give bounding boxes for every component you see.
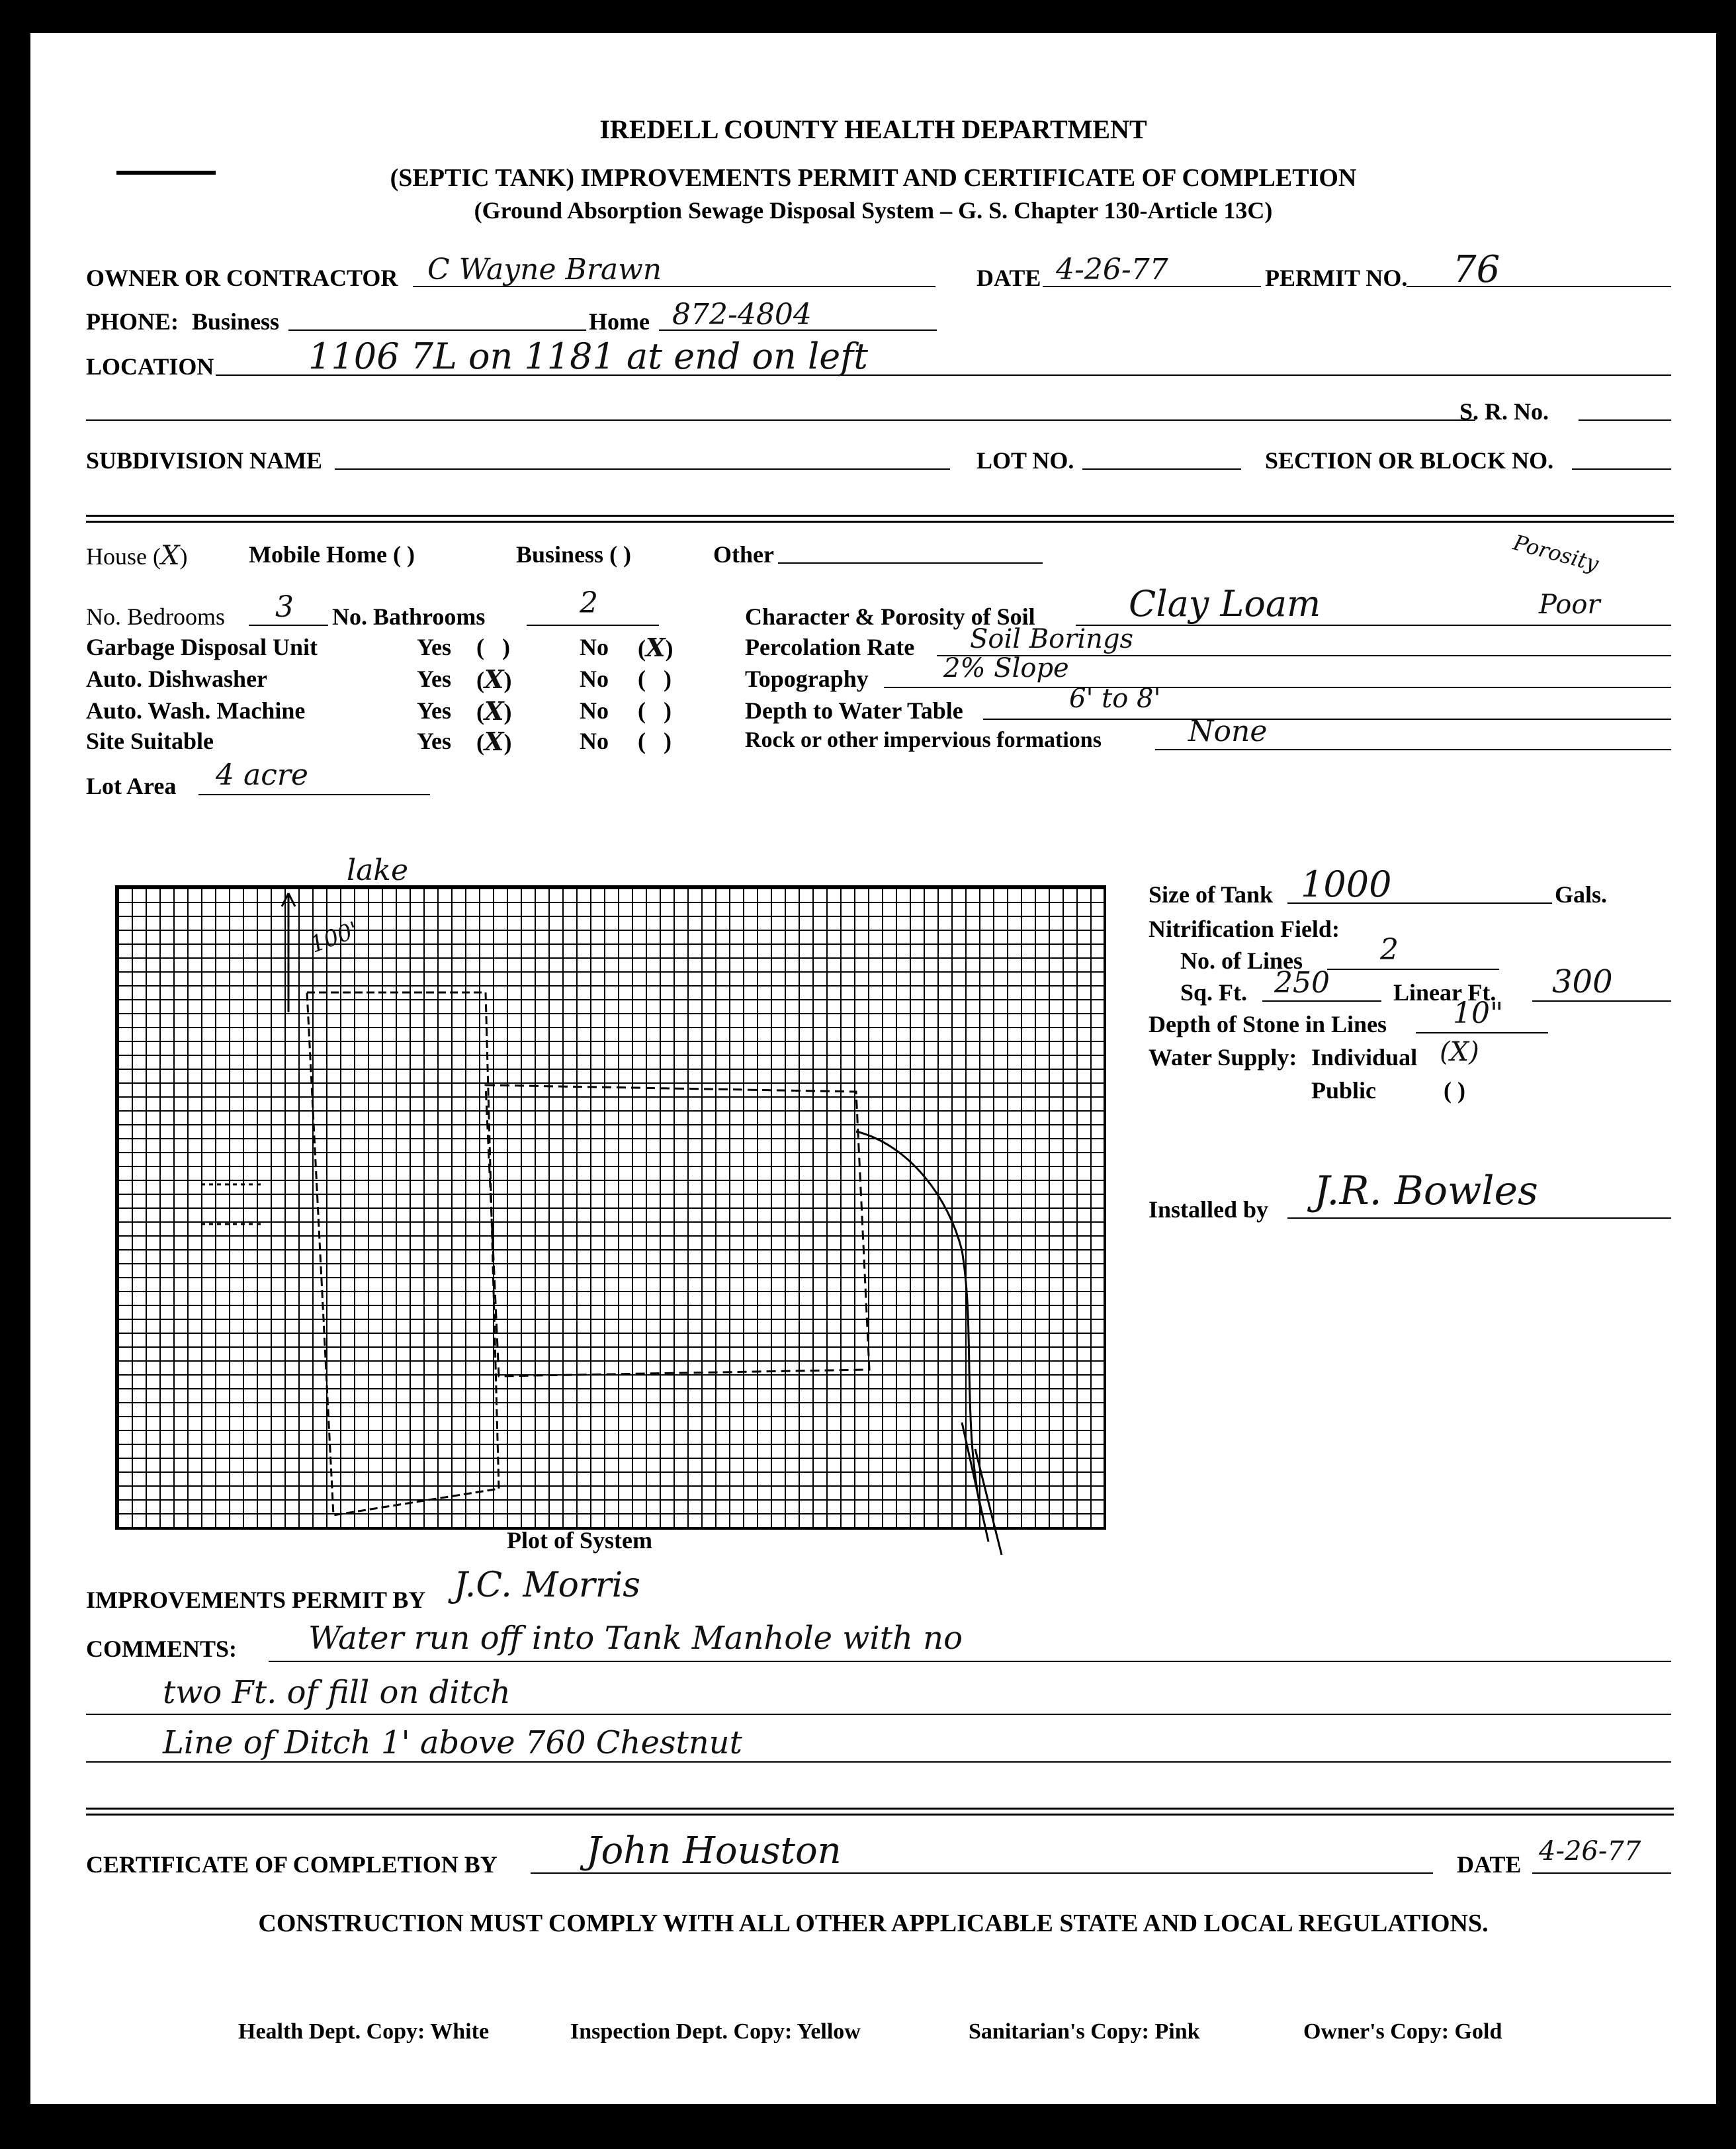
- dishwasher-no-paren: ( ): [638, 666, 672, 692]
- linear-label: Linear Ft.: [1393, 979, 1497, 1006]
- tank-size-label: Size of Tank: [1149, 881, 1274, 908]
- rock-line: [1155, 749, 1671, 750]
- copy-health: Health Dept. Copy: White: [238, 2019, 490, 2044]
- comments-text-3: Line of Ditch 1' above 760 Chestnut: [163, 1724, 742, 1761]
- dishwasher-no: No: [580, 666, 609, 692]
- form-title: (SEPTIC TANK) IMPROVEMENTS PERMIT AND CERTIFICATE OF COMPLETION: [390, 164, 1357, 192]
- comments-text-2: two Ft. of fill on ditch: [163, 1674, 511, 1711]
- tank-size-value: 1000: [1301, 863, 1392, 905]
- comments-line-3: [86, 1761, 1671, 1763]
- topo-label: Topography: [745, 666, 869, 692]
- topo-value: 2% Slope: [943, 653, 1069, 683]
- lines-label: No. of Lines: [1180, 947, 1303, 974]
- phone-business-line: [288, 329, 586, 331]
- phone-home-value: 872-4804: [672, 298, 812, 331]
- compliance-notice: CONSTRUCTION MUST COMPLY WITH ALL OTHER APPLICABLE STATE AND LOCAL REGULATIONS.: [258, 1909, 1489, 1937]
- business-label: Business ( ): [516, 541, 632, 568]
- phone-label: PHONE:: [86, 308, 179, 335]
- comments-line-1: [269, 1661, 1671, 1662]
- lot-label: LOT NO.: [976, 447, 1074, 474]
- lot-line: [1082, 468, 1241, 470]
- bathrooms-value: 2: [580, 586, 598, 620]
- gals-label: Gals.: [1555, 881, 1608, 908]
- porosity-note: Porosity: [1510, 529, 1602, 577]
- permit-line: [1407, 286, 1671, 287]
- lot-area-label: Lot Area: [86, 773, 177, 799]
- individual-label: Individual: [1311, 1044, 1418, 1071]
- certificate-date-label: DATE: [1457, 1851, 1522, 1878]
- location-value: 1106 7L on 1181 at end on left: [308, 335, 868, 377]
- topo-line: [884, 687, 1671, 688]
- location-label: LOCATION: [86, 353, 214, 380]
- nitrification-label: Nitrification Field:: [1149, 916, 1340, 942]
- water-table-label: Depth to Water Table: [745, 697, 963, 724]
- mobile-home-label: Mobile Home ( ): [249, 541, 415, 568]
- site-yes: Yes: [417, 728, 451, 754]
- stone-line: [1416, 1032, 1548, 1033]
- garbage-label: Garbage Disposal Unit: [86, 634, 318, 660]
- bedrooms-value: 3: [275, 590, 294, 624]
- certificate-label: CERTIFICATE OF COMPLETION BY: [86, 1851, 498, 1878]
- house-label: House (X): [86, 541, 188, 571]
- installed-line: [1287, 1217, 1671, 1219]
- water-table-line: [983, 719, 1671, 720]
- improvements-value: J.C. Morris: [454, 1565, 640, 1605]
- perc-value: Soil Borings: [970, 624, 1134, 654]
- department-heading: IREDELL COUNTY HEALTH DEPARTMENT: [599, 114, 1147, 144]
- sqft-label: Sq. Ft.: [1180, 979, 1248, 1006]
- sr-line: [1579, 419, 1671, 421]
- sqft-line: [1262, 1000, 1381, 1002]
- phone-home-label: Home: [589, 308, 650, 335]
- water-supply-label: Water Supply:: [1149, 1044, 1297, 1071]
- lake-note: lake: [347, 854, 409, 887]
- washer-no: No: [580, 697, 609, 724]
- lot-area-value: 4 acre: [216, 758, 308, 792]
- other-line: [778, 562, 1043, 564]
- section-divider: [86, 515, 1674, 523]
- site-yes-check: (X): [476, 726, 512, 756]
- date-label: DATE: [976, 265, 1041, 291]
- drain-field: [486, 1085, 869, 1376]
- distance-note: 100': [306, 916, 362, 959]
- sqft-value: 250: [1274, 966, 1330, 1000]
- subdivision-label: SUBDIVISION NAME: [86, 447, 323, 474]
- owner-label: OWNER OR CONTRACTOR: [86, 265, 398, 291]
- comments-divider: [86, 1808, 1674, 1816]
- comments-label: COMMENTS:: [86, 1636, 237, 1662]
- installed-value: J.R. Bowles: [1314, 1168, 1538, 1214]
- plot-sketch: [115, 854, 1121, 1555]
- garbage-no-check: (X): [638, 633, 673, 662]
- water-table-value: 6' to 8': [1069, 683, 1161, 714]
- lot-boundary: [307, 992, 499, 1515]
- section-label: SECTION OR BLOCK NO.: [1265, 447, 1554, 474]
- other-label: Other: [713, 541, 774, 568]
- certificate-date-line: [1532, 1872, 1671, 1874]
- dishwasher-yes: Yes: [417, 666, 451, 692]
- comments-line-2: [86, 1714, 1671, 1715]
- public-check: ( ): [1444, 1077, 1465, 1104]
- porosity-value: Poor: [1539, 590, 1600, 620]
- washer-yes-check: (X): [476, 696, 512, 726]
- phone-business-label: Business: [192, 308, 280, 335]
- perc-label: Percolation Rate: [745, 634, 915, 660]
- washer-label: Auto. Wash. Machine: [86, 697, 306, 724]
- creek-line: [856, 1131, 982, 1515]
- lines-line: [1327, 969, 1499, 970]
- linear-value: 300: [1552, 963, 1613, 1000]
- bedrooms-label: No. Bedrooms: [86, 603, 225, 630]
- garbage-yes: Yes: [417, 634, 451, 660]
- soil-character-value: Clay Loam: [1129, 583, 1321, 625]
- permit-sheet: [30, 33, 1716, 2104]
- individual-check: (X): [1440, 1037, 1479, 1067]
- site-no-paren: ( ): [638, 728, 672, 754]
- bathrooms-label: No. Bathrooms: [332, 603, 486, 630]
- date-value: 4-26-77: [1056, 253, 1168, 286]
- copy-inspection: Inspection Dept. Copy: Yellow: [570, 2019, 861, 2044]
- bedrooms-line: [249, 625, 328, 626]
- house-sketch: [201, 1184, 261, 1224]
- location-line-2: [86, 419, 1475, 421]
- permit-value: 76: [1453, 248, 1500, 291]
- owner-value: C Wayne Brawn: [427, 253, 662, 286]
- rock-label: Rock or other impervious formations: [745, 728, 1102, 752]
- certificate-date-value: 4-26-77: [1539, 1836, 1641, 1866]
- stone-value: 10": [1453, 996, 1504, 1030]
- dishwasher-yes-check: (X): [476, 664, 512, 694]
- north-arrow: [282, 893, 295, 1012]
- improvements-label: IMPROVEMENTS PERMIT BY: [86, 1587, 426, 1613]
- section-line: [1572, 468, 1671, 470]
- form-subtitle: (Ground Absorption Sewage Disposal System – G. S. Chapter 130-Article 13C): [474, 197, 1273, 224]
- copy-owner: Owner's Copy: Gold: [1303, 2019, 1502, 2044]
- soil-character-label: Character & Porosity of Soil: [745, 603, 1035, 630]
- rock-value: None: [1188, 715, 1268, 748]
- certificate-line: [531, 1872, 1433, 1874]
- linear-line: [1532, 1000, 1671, 1002]
- copy-sanitarian: Sanitarian's Copy: Pink: [969, 2019, 1200, 2044]
- certificate-value: John Houston: [586, 1829, 842, 1872]
- subdivision-line: [335, 468, 950, 470]
- public-label: Public: [1311, 1077, 1377, 1104]
- comments-text-1: Water run off into Tank Manhole with no: [308, 1620, 963, 1657]
- stone-label: Depth of Stone in Lines: [1149, 1011, 1387, 1037]
- site-no: No: [580, 728, 609, 754]
- lot-area-line: [198, 794, 430, 795]
- washer-no-paren: ( ): [638, 697, 672, 724]
- slope-marks: [962, 1423, 1002, 1555]
- lines-value: 2: [1380, 933, 1399, 967]
- installed-label: Installed by: [1149, 1196, 1269, 1223]
- soil-character-line: [1076, 625, 1671, 626]
- permit-label: PERMIT NO.: [1265, 265, 1408, 291]
- garbage-yes-paren: ( ): [476, 634, 510, 660]
- dishwasher-label: Auto. Dishwasher: [86, 666, 268, 692]
- washer-yes: Yes: [417, 697, 451, 724]
- bathrooms-line: [527, 625, 659, 626]
- stray-mark: [116, 171, 216, 175]
- plot-caption: Plot of System: [507, 1527, 652, 1554]
- sr-label: S. R. No.: [1459, 398, 1549, 425]
- site-label: Site Suitable: [86, 728, 214, 754]
- garbage-no: No: [580, 634, 609, 660]
